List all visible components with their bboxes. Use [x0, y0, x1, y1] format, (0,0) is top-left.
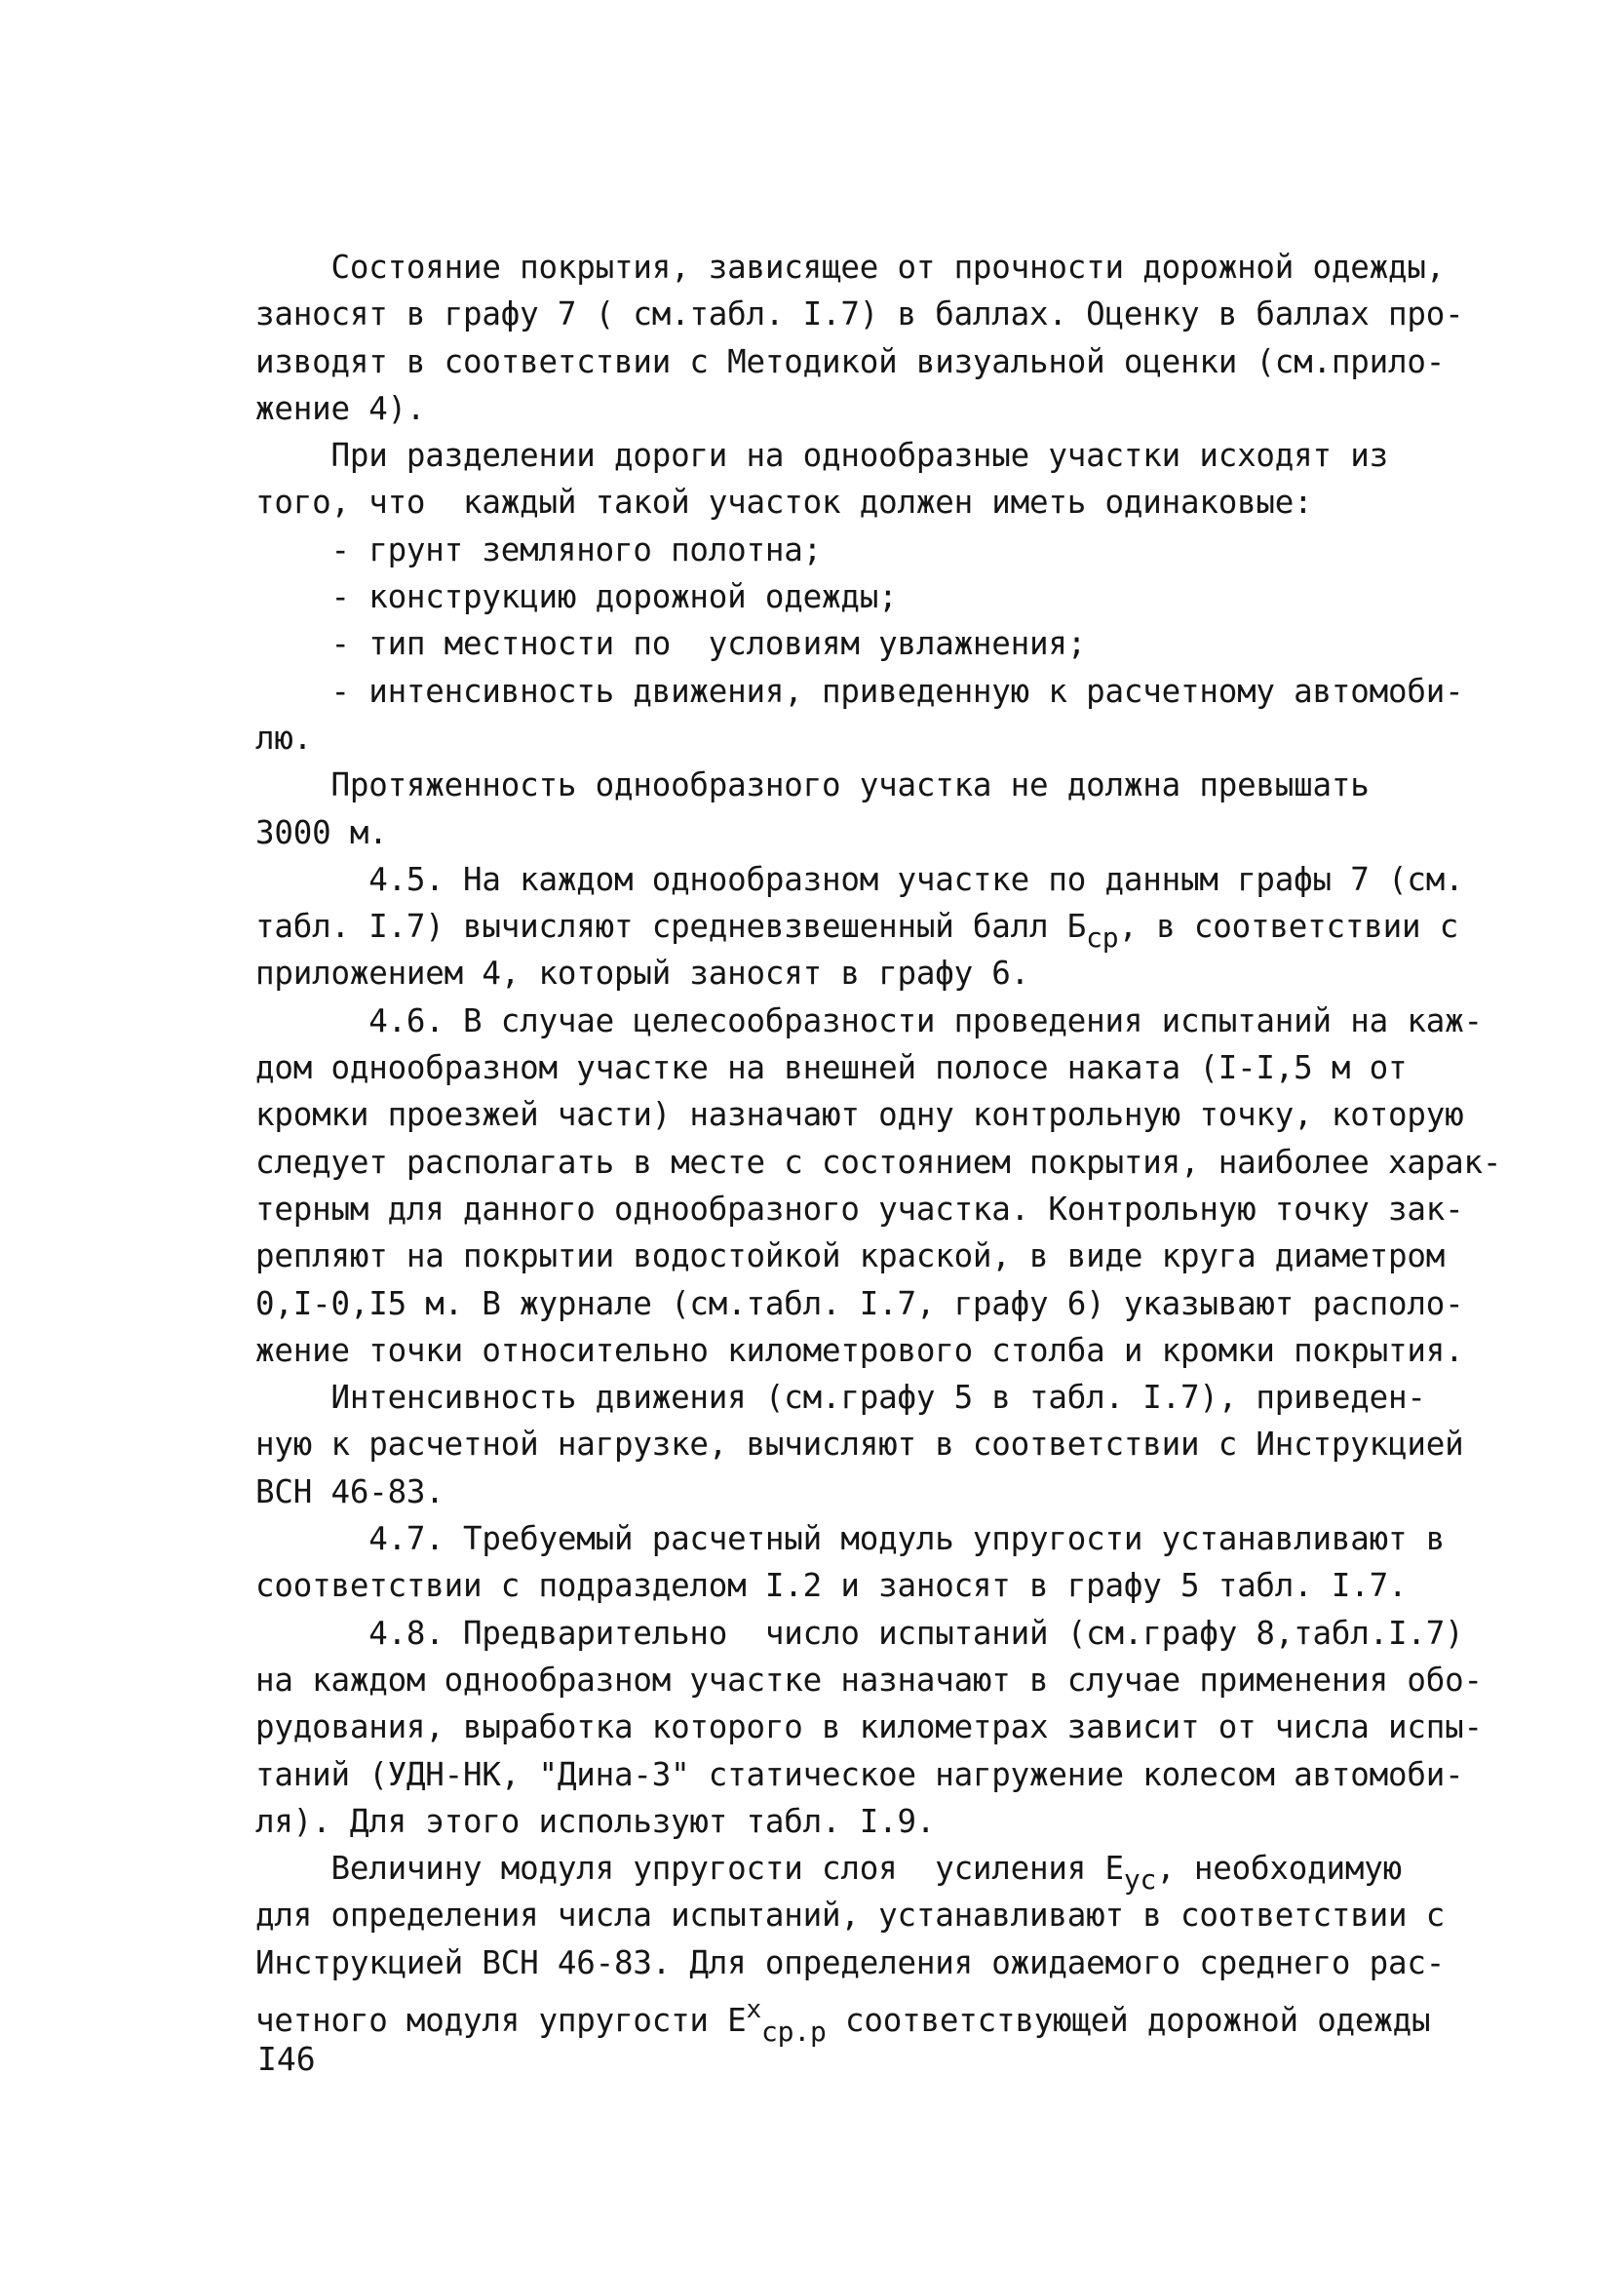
text-line: рудования, выработка которого в километрах зависит от числа испы- — [255, 1708, 1483, 1746]
text-line: 3000 м. — [255, 813, 388, 851]
text-line: 0,I-0,I5 м. В журнале (см.табл. I.7, графу 6) указывают располо- — [255, 1284, 1464, 1322]
text-line: жение точки относительно километрового столба и кромки покрытия. — [255, 1331, 1464, 1369]
subscript: ус — [1123, 1863, 1157, 1897]
text-line: - конструкцию дорожной одежды; — [255, 578, 898, 616]
subscript: ср.р — [761, 2015, 827, 2048]
text-line: приложением 4, который заносят в графу 6. — [255, 955, 1030, 993]
text-line: лю. — [255, 719, 313, 757]
subscript: ср — [1086, 921, 1119, 955]
text-segment: соответствующей дорожной одежды — [826, 2001, 1431, 2039]
text-line: 4.5. На каждом однообразном участке по данным графы 7 (см. — [255, 860, 1464, 898]
text-line-with-indices — [255, 1986, 1513, 2048]
superscript: x — [746, 1994, 762, 2024]
text-line: репляют на покрытии водостойкой краской, в виде круга диаметром — [255, 1237, 1446, 1275]
text-line: изводят в соответствии с Методикой визуальной оценки (см.прило- — [255, 342, 1446, 380]
text-line: следует располагать в месте с состоянием покрытия, наиболее харак- — [255, 1143, 1502, 1181]
text-line: соответствии с подразделом I.2 и заносят в графу 5 табл. I.7. — [255, 1567, 1408, 1605]
text-line: кромки проезжей части) назначают одну контрольную точку, которую — [255, 1096, 1464, 1134]
text-segment: табл. I.7) вычисляют средневзвешенный балл Б — [255, 908, 1087, 946]
text-segment: , в соответствии с — [1118, 908, 1459, 946]
text-line: Протяженность однообразного участка не должна превышать — [255, 766, 1370, 804]
text-segment: четного модуля упругости Е — [255, 2001, 747, 2039]
text-line: на каждом однообразном участке назначают в случае применения обо- — [255, 1661, 1483, 1699]
text-line: 4.7. Требуемый расчетный модуль упругости устанавливают в — [255, 1520, 1446, 1558]
text-line: для определения числа испытаний, устанавливают в соответствии с — [255, 1897, 1446, 1935]
text-line: Состояние покрытия, зависящее от прочности дорожной одежды, — [255, 249, 1446, 286]
text-line: ную к расчетной нагрузке, вычисляют в соответствии с Инструкцией — [255, 1426, 1464, 1464]
text-line: 4.8. Предварительно число испытаний (см.графу 8,табл.I.7) — [255, 1614, 1464, 1652]
text-line: того, что каждый такой участок должен иметь одинаковые: — [255, 484, 1313, 522]
text-line: ля). Для этого используют табл. I.9. — [255, 1802, 936, 1840]
text-segment: Величину модуля упругости слоя усиления Е — [255, 1850, 1124, 1888]
text-line: - интенсивность движения, приведенную к расчетному автомоби- — [255, 672, 1464, 710]
page-number: I46 — [257, 2040, 316, 2078]
text-line: дом однообразном участке на внешней полосе наката (I-I,5 м от — [255, 1049, 1408, 1087]
text-line-with-subscript — [255, 903, 1513, 955]
text-line: заносят в графу 7 ( см.табл. I.7) в баллах. Оценку в баллах про- — [255, 295, 1464, 333]
text-line: таний (УДН-НК, "Дина-3" статическое нагружение колесом автомоби- — [255, 1755, 1464, 1793]
text-line: Интенсивность движения (см.графу 5 в табл. I.7), приведен- — [255, 1379, 1426, 1417]
text-line: 4.6. В случае целесообразности проведения испытаний на каж- — [255, 1001, 1483, 1039]
text-segment: , необходимую — [1156, 1850, 1402, 1888]
text-line: При разделении дороги на однообразные участки исходят из — [255, 437, 1388, 475]
text-line: - тип местности по условиям увлажнения; — [255, 625, 1087, 663]
text-line: - грунт земляного полотна; — [255, 530, 822, 568]
document-body — [255, 244, 1513, 2048]
text-line: Инструкцией ВСН 46-83. Для определения ожидаемого среднего рас- — [255, 1943, 1446, 1981]
text-line: жение 4). — [255, 389, 426, 427]
text-line: ВСН 46-83. — [255, 1472, 445, 1510]
text-line-with-subscript — [255, 1845, 1513, 1897]
text-line: терным для данного однообразного участка. Контрольную точку зак- — [255, 1190, 1464, 1228]
